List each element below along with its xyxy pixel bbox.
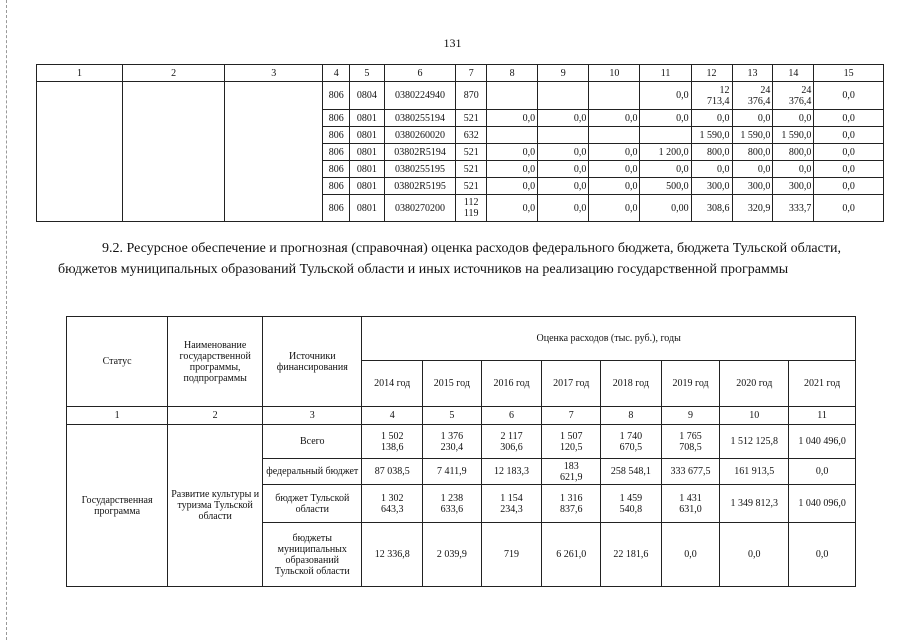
top-cell: 300,0 (691, 178, 732, 195)
source-cell: Всего (263, 425, 362, 459)
top-cell: 806 (323, 110, 350, 127)
top-cell: 0,0 (640, 82, 691, 110)
top-cell: 870 (456, 82, 487, 110)
top-cell: 0801 (349, 195, 384, 222)
value-cell: 0,0 (661, 523, 720, 587)
top-cell: 1 590,0 (773, 127, 814, 144)
top-empty-cell (122, 82, 224, 222)
table-row (37, 82, 884, 110)
top-cell: 0801 (349, 161, 384, 178)
value-cell: 7 411,9 (423, 459, 482, 485)
top-cell: 0,0 (487, 178, 538, 195)
top-header-cell: 2 (122, 65, 224, 82)
value-cell: 1 376 230,4 (423, 425, 482, 459)
top-header-cell: 14 (773, 65, 814, 82)
top-table (36, 64, 884, 222)
top-cell: 0,0 (538, 178, 589, 195)
column-number: 1 (67, 407, 168, 425)
top-cell: 521 (456, 144, 487, 161)
top-cell: 806 (323, 144, 350, 161)
top-cell: 521 (456, 161, 487, 178)
year-header: 2018 год (601, 361, 662, 407)
top-cell: 800,0 (732, 144, 773, 161)
top-cell: 500,0 (640, 178, 691, 195)
top-header-cell: 8 (487, 65, 538, 82)
value-cell: 1 316 837,6 (542, 485, 601, 523)
top-header-cell: 10 (589, 65, 640, 82)
value-cell: 183 621,9 (542, 459, 601, 485)
top-cell: 0,0 (691, 110, 732, 127)
section-heading: 9.2. Ресурсное обеспечение и прогнозная (справочная) оценка расходов федерального бюджета, бюджета Тульской области, бюджетов муниципальных образований Тульской области и иных источников на реализацию государственной программы (58, 241, 841, 277)
top-cell: 521 (456, 178, 487, 195)
top-cell (487, 82, 538, 110)
top-cell: 0801 (349, 127, 384, 144)
top-header-cell: 9 (538, 65, 589, 82)
top-cell: 806 (323, 127, 350, 144)
top-header-cell: 15 (814, 65, 884, 82)
top-cell: 24 376,4 (732, 82, 773, 110)
top-cell: 806 (323, 195, 350, 222)
value-cell: 1 349 812,3 (720, 485, 789, 523)
table-row (67, 425, 856, 459)
top-cell: 0,0 (814, 127, 884, 144)
top-cell (589, 127, 640, 144)
top-cell: 632 (456, 127, 487, 144)
header-status: Статус (67, 317, 168, 407)
top-header-cell: 7 (456, 65, 487, 82)
top-cell: 0380255194 (384, 110, 456, 127)
top-cell: 320,9 (732, 195, 773, 222)
column-number: 5 (423, 407, 482, 425)
top-cell: 333,7 (773, 195, 814, 222)
top-cell: 0801 (349, 144, 384, 161)
top-cell: 0,0 (732, 110, 773, 127)
top-cell: 0,0 (732, 161, 773, 178)
value-cell: 6 261,0 (542, 523, 601, 587)
top-cell: 0,0 (589, 195, 640, 222)
value-cell: 719 (481, 523, 542, 587)
top-cell: 0,0 (589, 161, 640, 178)
top-cell: 0,0 (640, 110, 691, 127)
program-name-cell: Развитие культуры и туризма Тульской области (168, 425, 263, 587)
value-cell: 1 302 643,3 (362, 485, 423, 523)
top-cell: 0380270200 (384, 195, 456, 222)
column-number: 11 (789, 407, 856, 425)
column-number: 7 (542, 407, 601, 425)
top-cell: 24 376,4 (773, 82, 814, 110)
value-cell: 87 038,5 (362, 459, 423, 485)
top-cell: 0,0 (589, 110, 640, 127)
column-number: 9 (661, 407, 720, 425)
year-header: 2019 год (661, 361, 720, 407)
source-cell: федеральный бюджет (263, 459, 362, 485)
page-margin-dashes (6, 0, 8, 640)
value-cell: 1 040 096,0 (789, 485, 856, 523)
top-cell (538, 127, 589, 144)
column-number: 10 (720, 407, 789, 425)
value-cell: 1 512 125,8 (720, 425, 789, 459)
year-header: 2020 год (720, 361, 789, 407)
page-number: 131 (443, 36, 462, 50)
top-header-cell: 13 (732, 65, 773, 82)
top-cell: 0380255195 (384, 161, 456, 178)
year-header: 2021 год (789, 361, 856, 407)
value-cell: 1 431 631,0 (661, 485, 720, 523)
value-cell: 1 238 633,6 (423, 485, 482, 523)
column-number: 8 (601, 407, 662, 425)
top-cell: 300,0 (732, 178, 773, 195)
value-cell: 1 154 234,3 (481, 485, 542, 523)
value-cell: 1 040 496,0 (789, 425, 856, 459)
top-cell: 0804 (349, 82, 384, 110)
top-cell: 0,0 (538, 110, 589, 127)
top-cell: 800,0 (691, 144, 732, 161)
value-cell: 2 117 306,6 (481, 425, 542, 459)
top-cell: 0,0 (487, 161, 538, 178)
top-cell: 03802R5195 (384, 178, 456, 195)
top-cell: 800,0 (773, 144, 814, 161)
top-header-cell: 3 (225, 65, 323, 82)
top-cell: 0,0 (538, 144, 589, 161)
top-cell: 0,0 (773, 161, 814, 178)
top-cell (538, 82, 589, 110)
column-number: 2 (168, 407, 263, 425)
value-cell: 0,0 (789, 523, 856, 587)
value-cell: 258 548,1 (601, 459, 662, 485)
top-cell (487, 127, 538, 144)
top-cell: 0,0 (814, 110, 884, 127)
top-cell: 0,0 (814, 178, 884, 195)
top-cell: 300,0 (773, 178, 814, 195)
value-cell: 161 913,5 (720, 459, 789, 485)
top-cell (640, 127, 691, 144)
top-empty-cell (225, 82, 323, 222)
top-header-cell: 1 (37, 65, 123, 82)
top-header-cell: 11 (640, 65, 691, 82)
top-cell: 0,0 (538, 195, 589, 222)
top-cell: 0,0 (814, 195, 884, 222)
top-cell: 806 (323, 82, 350, 110)
top-cell: 806 (323, 178, 350, 195)
header-sources: Источники финансирования (263, 317, 362, 407)
top-cell: 0,0 (640, 161, 691, 178)
top-cell: 03802R5194 (384, 144, 456, 161)
value-cell: 1 502 138,6 (362, 425, 423, 459)
top-cell: 0380224940 (384, 82, 456, 110)
value-cell: 0,0 (789, 459, 856, 485)
top-empty-cell (37, 82, 123, 222)
top-cell: 0801 (349, 178, 384, 195)
year-header: 2017 год (542, 361, 601, 407)
value-cell: 2 039,9 (423, 523, 482, 587)
value-cell: 1 765 708,5 (661, 425, 720, 459)
status-cell: Государственная программа (67, 425, 168, 587)
year-header: 2014 год (362, 361, 423, 407)
top-cell: 0,00 (640, 195, 691, 222)
top-cell (589, 82, 640, 110)
year-header: 2016 год (481, 361, 542, 407)
top-cell: 0,0 (814, 161, 884, 178)
value-cell: 12 183,3 (481, 459, 542, 485)
top-cell: 1 590,0 (732, 127, 773, 144)
value-cell: 22 181,6 (601, 523, 662, 587)
top-cell: 0,0 (773, 110, 814, 127)
top-header-cell: 6 (384, 65, 456, 82)
top-header-cell: 4 (323, 65, 350, 82)
year-header: 2015 год (423, 361, 482, 407)
top-cell: 521 (456, 110, 487, 127)
top-cell: 0,0 (814, 144, 884, 161)
top-cell: 0801 (349, 110, 384, 127)
value-cell: 0,0 (720, 523, 789, 587)
header-estimate: Оценка расходов (тыс. руб.), годы (362, 317, 856, 361)
top-cell: 0,0 (538, 161, 589, 178)
top-cell: 112 119 (456, 195, 487, 222)
value-cell: 1 507 120,5 (542, 425, 601, 459)
column-number: 6 (481, 407, 542, 425)
top-cell: 0,0 (487, 110, 538, 127)
top-cell: 1 200,0 (640, 144, 691, 161)
top-cell: 308,6 (691, 195, 732, 222)
top-cell: 1 590,0 (691, 127, 732, 144)
top-cell: 0,0 (691, 161, 732, 178)
top-cell: 806 (323, 161, 350, 178)
source-cell: бюджет Тульской области (263, 485, 362, 523)
column-number: 3 (263, 407, 362, 425)
top-cell: 12 713,4 (691, 82, 732, 110)
top-header-cell: 12 (691, 65, 732, 82)
top-cell: 0,0 (814, 82, 884, 110)
value-cell: 1 459 540,8 (601, 485, 662, 523)
top-cell: 0,0 (589, 178, 640, 195)
top-cell: 0,0 (589, 144, 640, 161)
top-cell: 0,0 (487, 144, 538, 161)
value-cell: 1 740 670,5 (601, 425, 662, 459)
resource-table (66, 316, 856, 587)
source-cell: бюджеты муниципальных образований Тульской области (263, 523, 362, 587)
value-cell: 12 336,8 (362, 523, 423, 587)
top-header-cell: 5 (349, 65, 384, 82)
top-cell: 0380260020 (384, 127, 456, 144)
header-program-name: Наименование государственной программы, подпрограммы (168, 317, 263, 407)
top-cell: 0,0 (487, 195, 538, 222)
value-cell: 333 677,5 (661, 459, 720, 485)
column-number: 4 (362, 407, 423, 425)
